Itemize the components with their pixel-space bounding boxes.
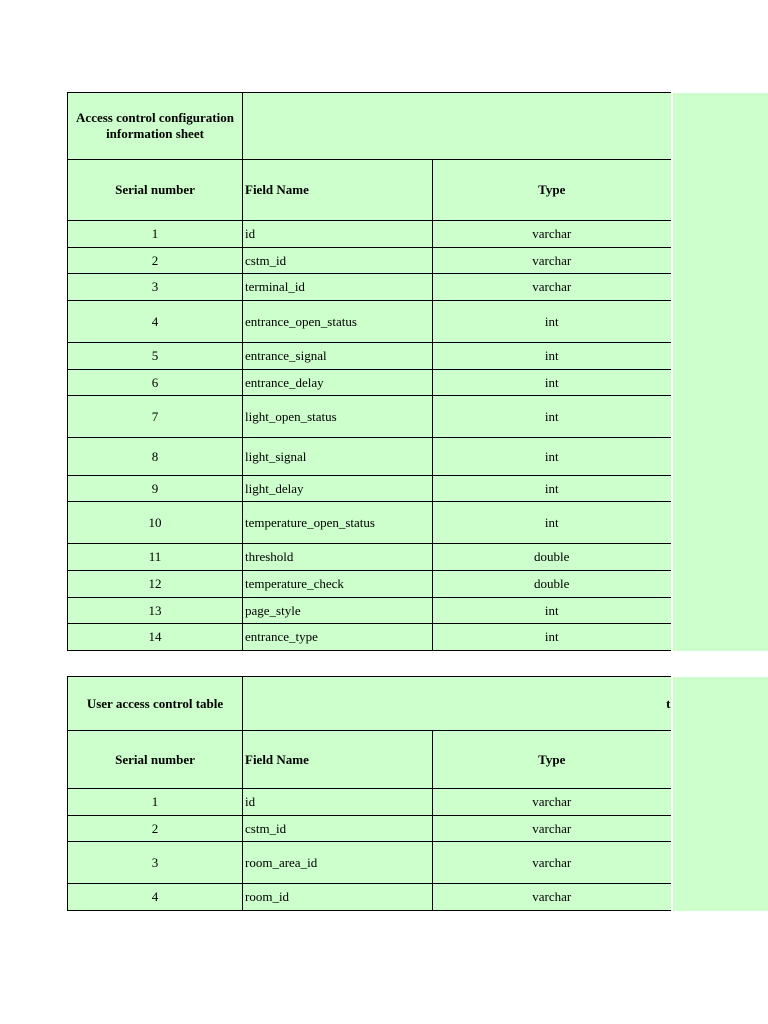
field-cell: light_delay [243,476,433,502]
field-cell: id [243,789,433,816]
access-control-config-table [67,92,671,651]
serial-cell: 14 [68,624,243,651]
header-serial-number: Serial number [68,731,243,789]
type-cell: int [433,598,671,624]
field-cell: entrance_delay [243,370,433,396]
type-cell: varchar [433,884,671,911]
type-cell: double [433,544,671,571]
table-header-row [68,731,671,789]
field-cell: room_area_id [243,842,433,884]
table-row [68,274,671,301]
field-cell: page_style [243,598,433,624]
serial-cell: 2 [68,816,243,842]
type-cell: varchar [433,248,671,274]
serial-cell: 1 [68,789,243,816]
field-cell: light_open_status [243,396,433,438]
serial-cell: 6 [68,370,243,396]
serial-cell: 10 [68,502,243,544]
sheet-overflow-band-1 [673,93,768,651]
type-cell: int [433,624,671,651]
type-cell: int [433,438,671,476]
table-header-row [68,160,671,221]
field-cell: temperature_open_status [243,502,433,544]
table-row [68,598,671,624]
serial-cell: 7 [68,396,243,438]
type-cell: int [433,396,671,438]
field-cell: entrance_open_status [243,301,433,343]
table-title-row [68,93,671,160]
table-row [68,842,671,884]
field-cell: cstm_id [243,248,433,274]
field-cell: threshold [243,544,433,571]
table-row [68,438,671,476]
type-cell: varchar [433,816,671,842]
serial-cell: 4 [68,301,243,343]
serial-cell: 1 [68,221,243,248]
serial-cell: 12 [68,571,243,598]
table-title: Access control configuration information sheet [68,93,243,160]
header-field-name: Field Name [243,160,433,221]
table-row [68,571,671,598]
type-cell: varchar [433,221,671,248]
table-row [68,221,671,248]
table-row [68,248,671,274]
table-row [68,816,671,842]
table-row [68,502,671,544]
header-type: Type [433,160,671,221]
table-row [68,343,671,370]
table-row [68,301,671,343]
table-title-row [68,677,671,731]
field-cell: temperature_check [243,571,433,598]
user-access-control-table [67,676,671,911]
table-row [68,396,671,438]
type-cell: varchar [433,274,671,301]
type-cell: int [433,343,671,370]
field-cell: room_id [243,884,433,911]
table-row [68,544,671,571]
type-cell: varchar [433,842,671,884]
serial-cell: 3 [68,842,243,884]
header-field-name: Field Name [243,731,433,789]
table-row [68,624,671,651]
field-cell: cstm_id [243,816,433,842]
serial-cell: 5 [68,343,243,370]
serial-cell: 11 [68,544,243,571]
field-cell: terminal_id [243,274,433,301]
serial-cell: 2 [68,248,243,274]
type-cell: varchar [433,789,671,816]
serial-cell: 13 [68,598,243,624]
table-title: User access control table [68,677,243,731]
serial-cell: 8 [68,438,243,476]
type-cell: double [433,571,671,598]
truncated-title-fragment: t [666,695,671,711]
field-cell: id [243,221,433,248]
sheet-overflow-band-2 [673,677,768,911]
serial-cell: 3 [68,274,243,301]
field-cell: entrance_signal [243,343,433,370]
type-cell: int [433,502,671,544]
type-cell: int [433,370,671,396]
table-row [68,370,671,396]
table-title-blank [243,677,671,731]
type-cell: int [433,301,671,343]
table-title-blank [243,93,671,160]
type-cell: int [433,476,671,502]
table-row [68,476,671,502]
table-row [68,789,671,816]
header-type: Type [433,731,671,789]
header-serial-number: Serial number [68,160,243,221]
field-cell: light_signal [243,438,433,476]
serial-cell: 4 [68,884,243,911]
table-row [68,884,671,911]
field-cell: entrance_type [243,624,433,651]
serial-cell: 9 [68,476,243,502]
